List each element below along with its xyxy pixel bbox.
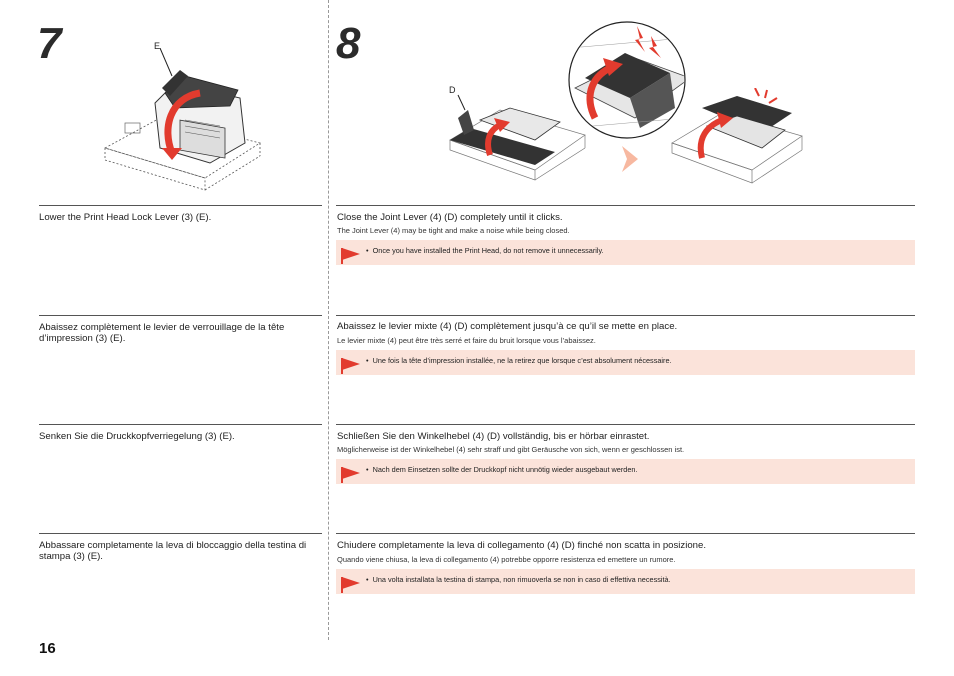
right-instruction-en: Close the Joint Lever (4) (D) completely until it clicks. bbox=[337, 212, 563, 223]
step-number-7: 7 bbox=[37, 19, 60, 68]
right-rule-3 bbox=[336, 424, 915, 425]
print-head-lock-lever-illustration bbox=[100, 48, 270, 193]
left-instruction-it: Abbassare completamente la leva di bloccaggio della testina di stampa (3) (E). bbox=[39, 540, 307, 562]
left-instruction-fr: Abaissez complètement le levier de verrouillage de la tête d’impression (3) (E). bbox=[39, 322, 285, 344]
right-subtext-it: Quando viene chiusa, la leva di collegamento (4) potrebbe opporre resistenza ed emettere un rumore. bbox=[337, 555, 676, 564]
figure-label-e: E bbox=[154, 41, 161, 51]
note-it bbox=[336, 569, 915, 594]
left-rule-1 bbox=[39, 205, 322, 206]
flag-icon bbox=[341, 465, 361, 483]
step-number-8: 8 bbox=[336, 19, 359, 68]
right-rule-2 bbox=[336, 315, 915, 316]
note-de bbox=[336, 459, 915, 484]
note-fr bbox=[336, 350, 915, 375]
right-subtext-de: Möglicherweise ist der Winkelhebel (4) sehr straff und gibt Geräusche von sich, wenn er geschlossen ist. bbox=[337, 445, 685, 454]
left-rule-2 bbox=[39, 315, 322, 316]
left-rule-3 bbox=[39, 424, 322, 425]
right-instruction-it: Chiudere completamente la leva di collegamento (4) (D) finché non scatta in posizione. bbox=[337, 540, 707, 551]
right-subtext-fr: Le levier mixte (4) peut être très serré et faire du bruit lorsque vous l’abaissez. bbox=[337, 336, 596, 345]
page-number: 16 bbox=[39, 640, 56, 657]
left-instruction-en: Lower the Print Head Lock Lever (3) (E). bbox=[39, 212, 212, 223]
note-text-de: • Nach dem Einsetzen sollte der Druckkopf nicht unnötig wieder ausgebaut werden. bbox=[366, 465, 638, 474]
right-rule-4 bbox=[336, 533, 915, 534]
left-rule-4 bbox=[39, 533, 322, 534]
figure-label-d: D bbox=[449, 85, 456, 95]
right-instruction-de: Schließen Sie den Winkelhebel (4) (D) vollständig, bis er hörbar einrastet. bbox=[337, 431, 650, 442]
note-text-fr: • Une fois la tête d’impression installée, ne la retirez que lorsque c’est absolument nécessaire. bbox=[366, 356, 672, 365]
note-text-en: • Once you have installed the Print Head, do not remove it unnecessarily. bbox=[366, 246, 604, 255]
note-text-it: • Una volta installata la testina di stampa, non rimuoverla se non in caso di effettiva necessità. bbox=[366, 575, 671, 584]
closed-lever-illustration bbox=[667, 88, 807, 188]
right-rule-1 bbox=[336, 205, 915, 206]
left-instruction-de: Senken Sie die Druckkopfverriegelung (3) (E). bbox=[39, 431, 235, 442]
right-instruction-fr: Abaissez le levier mixte (4) (D) complètement jusqu’à ce qu’il se mette en place. bbox=[337, 321, 678, 332]
column-divider bbox=[328, 0, 329, 640]
next-chevron-icon bbox=[622, 146, 640, 172]
flag-icon bbox=[341, 246, 361, 264]
flag-icon bbox=[341, 356, 361, 374]
right-subtext-en: The Joint Lever (4) may be tight and make a noise while being closed. bbox=[337, 226, 570, 235]
note-en bbox=[336, 240, 915, 265]
flag-icon bbox=[341, 575, 361, 593]
